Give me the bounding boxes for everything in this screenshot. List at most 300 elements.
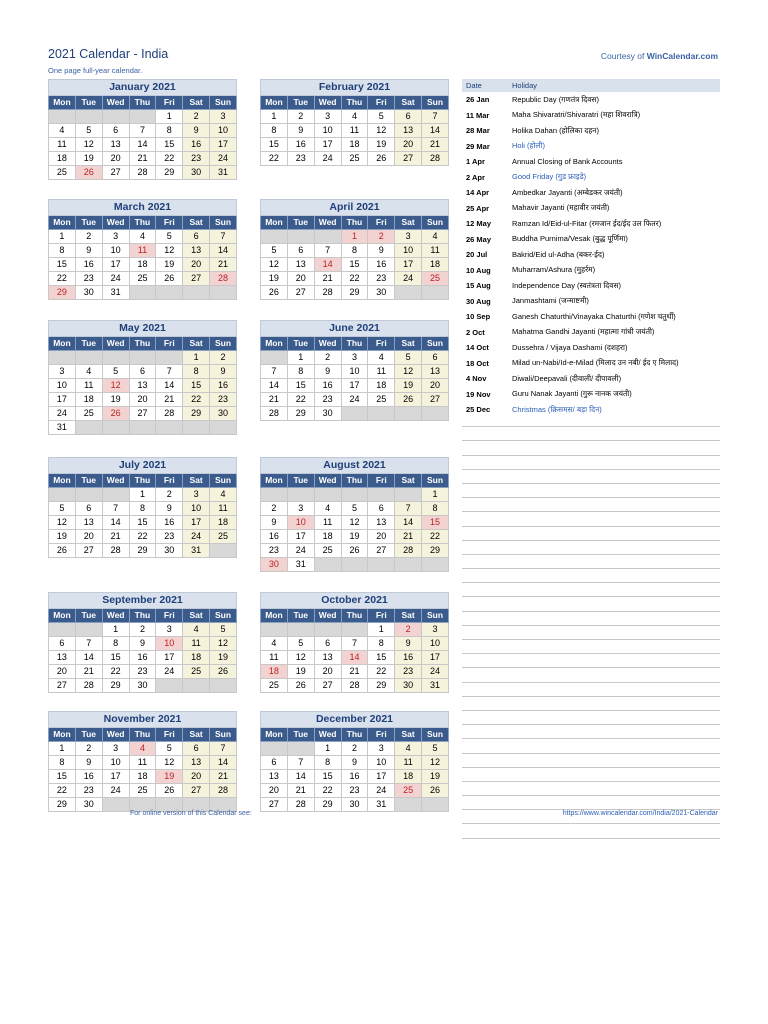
day-cell[interactable]: 26 [422, 784, 449, 798]
day-cell[interactable]: 29 [49, 798, 76, 812]
day-cell[interactable]: 26 [156, 784, 183, 798]
day-cell[interactable]: 4 [341, 110, 368, 124]
day-cell[interactable]: 24 [368, 784, 395, 798]
day-cell[interactable]: 27 [102, 166, 129, 180]
day-cell[interactable]: 13 [261, 770, 288, 784]
day-cell[interactable]: 8 [368, 637, 395, 651]
day-cell[interactable]: 27 [287, 286, 314, 300]
day-cell[interactable]: 27 [314, 679, 341, 693]
day-cell[interactable]: 1 [314, 742, 341, 756]
day-cell[interactable]: 22 [183, 393, 210, 407]
day-cell[interactable]: 18 [314, 530, 341, 544]
day-cell[interactable]: 21 [422, 138, 449, 152]
day-cell[interactable]: 31 [183, 544, 210, 558]
day-cell[interactable]: 24 [102, 784, 129, 798]
day-cell[interactable]: 16 [75, 258, 102, 272]
day-cell[interactable]: 5 [368, 110, 395, 124]
day-cell[interactable]: 16 [287, 138, 314, 152]
day-cell[interactable]: 14 [129, 138, 156, 152]
day-cell[interactable]: 12 [368, 124, 395, 138]
day-cell[interactable]: 15 [368, 651, 395, 665]
day-cell[interactable]: 5 [156, 230, 183, 244]
day-cell[interactable]: 17 [156, 651, 183, 665]
day-cell[interactable]: 1 [49, 742, 76, 756]
day-cell[interactable]: 17 [102, 258, 129, 272]
day-cell[interactable]: 10 [395, 244, 422, 258]
day-cell[interactable]: 24 [314, 152, 341, 166]
day-cell[interactable]: 6 [261, 756, 288, 770]
day-cell[interactable]: 11 [395, 756, 422, 770]
day-cell[interactable]: 29 [314, 798, 341, 812]
day-cell[interactable]: 11 [183, 637, 210, 651]
day-cell[interactable]: 21 [102, 530, 129, 544]
day-cell[interactable]: 7 [210, 742, 237, 756]
day-cell[interactable]: 30 [156, 544, 183, 558]
day-cell[interactable]: 4 [422, 230, 449, 244]
day-cell[interactable]: 10 [422, 637, 449, 651]
day-cell[interactable]: 26 [49, 544, 76, 558]
day-cell[interactable]: 1 [261, 110, 288, 124]
day-cell[interactable]: 26 [368, 152, 395, 166]
day-cell[interactable]: 29 [287, 407, 314, 421]
day-cell[interactable]: 30 [183, 166, 210, 180]
day-cell[interactable]: 18 [75, 393, 102, 407]
day-cell[interactable]: 21 [395, 530, 422, 544]
day-cell[interactable]: 27 [183, 272, 210, 286]
day-cell[interactable]: 2 [287, 110, 314, 124]
day-cell[interactable]: 23 [129, 665, 156, 679]
day-cell[interactable]: 8 [49, 756, 76, 770]
day-cell[interactable]: 7 [102, 502, 129, 516]
day-cell[interactable]: 6 [183, 230, 210, 244]
holiday-day-cell[interactable]: 25 [422, 272, 449, 286]
day-cell[interactable]: 3 [49, 365, 76, 379]
day-cell[interactable]: 30 [75, 286, 102, 300]
day-cell[interactable]: 21 [75, 665, 102, 679]
day-cell[interactable]: 15 [314, 770, 341, 784]
holiday-day-cell[interactable]: 15 [422, 516, 449, 530]
day-cell[interactable]: 20 [49, 665, 76, 679]
day-cell[interactable]: 30 [341, 798, 368, 812]
day-cell[interactable]: 29 [183, 407, 210, 421]
day-cell[interactable]: 29 [129, 544, 156, 558]
day-cell[interactable]: 5 [102, 365, 129, 379]
day-cell[interactable]: 1 [287, 351, 314, 365]
day-cell[interactable]: 24 [341, 393, 368, 407]
day-cell[interactable]: 14 [210, 244, 237, 258]
holiday-day-cell[interactable]: 10 [156, 637, 183, 651]
day-cell[interactable]: 28 [261, 407, 288, 421]
day-cell[interactable]: 13 [49, 651, 76, 665]
day-cell[interactable]: 30 [210, 407, 237, 421]
day-cell[interactable]: 30 [395, 679, 422, 693]
day-cell[interactable]: 25 [368, 393, 395, 407]
day-cell[interactable]: 14 [102, 516, 129, 530]
day-cell[interactable]: 14 [210, 756, 237, 770]
day-cell[interactable]: 3 [183, 488, 210, 502]
day-cell[interactable]: 31 [368, 798, 395, 812]
day-cell[interactable]: 19 [156, 258, 183, 272]
day-cell[interactable]: 19 [341, 530, 368, 544]
day-cell[interactable]: 8 [314, 756, 341, 770]
day-cell[interactable]: 26 [395, 393, 422, 407]
day-cell[interactable]: 13 [422, 365, 449, 379]
day-cell[interactable]: 19 [287, 665, 314, 679]
day-cell[interactable]: 25 [129, 784, 156, 798]
day-cell[interactable]: 27 [422, 393, 449, 407]
day-cell[interactable]: 16 [156, 516, 183, 530]
holiday-day-cell[interactable]: 10 [287, 516, 314, 530]
day-cell[interactable]: 27 [129, 407, 156, 421]
holiday-day-cell[interactable]: 29 [49, 286, 76, 300]
day-cell[interactable]: 8 [129, 502, 156, 516]
day-cell[interactable]: 22 [422, 530, 449, 544]
day-cell[interactable]: 8 [49, 244, 76, 258]
day-cell[interactable]: 5 [210, 623, 237, 637]
day-cell[interactable]: 23 [156, 530, 183, 544]
day-cell[interactable]: 18 [49, 152, 76, 166]
day-cell[interactable]: 9 [314, 365, 341, 379]
day-cell[interactable]: 19 [368, 138, 395, 152]
day-cell[interactable]: 28 [102, 544, 129, 558]
day-cell[interactable]: 31 [287, 558, 314, 572]
day-cell[interactable]: 8 [341, 244, 368, 258]
day-cell[interactable]: 8 [422, 502, 449, 516]
day-cell[interactable]: 5 [395, 351, 422, 365]
day-cell[interactable]: 12 [341, 516, 368, 530]
day-cell[interactable]: 2 [261, 502, 288, 516]
day-cell[interactable]: 7 [314, 244, 341, 258]
day-cell[interactable]: 5 [287, 637, 314, 651]
day-cell[interactable]: 11 [261, 651, 288, 665]
holiday-day-cell[interactable]: 11 [129, 244, 156, 258]
day-cell[interactable]: 22 [156, 152, 183, 166]
day-cell[interactable]: 12 [156, 756, 183, 770]
day-cell[interactable]: 14 [287, 770, 314, 784]
day-cell[interactable]: 9 [395, 637, 422, 651]
day-cell[interactable]: 13 [287, 258, 314, 272]
day-cell[interactable]: 20 [314, 665, 341, 679]
day-cell[interactable]: 2 [210, 351, 237, 365]
day-cell[interactable]: 13 [129, 379, 156, 393]
day-cell[interactable]: 29 [422, 544, 449, 558]
day-cell[interactable]: 17 [395, 258, 422, 272]
day-cell[interactable]: 23 [183, 152, 210, 166]
day-cell[interactable]: 6 [368, 502, 395, 516]
day-cell[interactable]: 2 [156, 488, 183, 502]
day-cell[interactable]: 23 [341, 784, 368, 798]
day-cell[interactable]: 6 [287, 244, 314, 258]
day-cell[interactable]: 11 [341, 124, 368, 138]
day-cell[interactable]: 7 [156, 365, 183, 379]
day-cell[interactable]: 25 [210, 530, 237, 544]
day-cell[interactable]: 31 [210, 166, 237, 180]
holiday-day-cell[interactable]: 26 [102, 407, 129, 421]
day-cell[interactable]: 9 [210, 365, 237, 379]
day-cell[interactable]: 13 [183, 756, 210, 770]
day-cell[interactable]: 17 [314, 138, 341, 152]
day-cell[interactable]: 17 [422, 651, 449, 665]
day-cell[interactable]: 8 [183, 365, 210, 379]
day-cell[interactable]: 25 [129, 272, 156, 286]
day-cell[interactable]: 5 [422, 742, 449, 756]
day-cell[interactable]: 25 [341, 152, 368, 166]
day-cell[interactable]: 22 [368, 665, 395, 679]
day-cell[interactable]: 5 [75, 124, 102, 138]
day-cell[interactable]: 1 [183, 351, 210, 365]
day-cell[interactable]: 22 [314, 784, 341, 798]
day-cell[interactable]: 3 [156, 623, 183, 637]
courtesy-link[interactable]: WinCalendar.com [646, 51, 718, 61]
day-cell[interactable]: 22 [261, 152, 288, 166]
day-cell[interactable]: 26 [287, 679, 314, 693]
day-cell[interactable]: 27 [75, 544, 102, 558]
day-cell[interactable]: 13 [314, 651, 341, 665]
day-cell[interactable]: 6 [422, 351, 449, 365]
day-cell[interactable]: 1 [102, 623, 129, 637]
day-cell[interactable]: 25 [261, 679, 288, 693]
day-cell[interactable]: 21 [210, 770, 237, 784]
day-cell[interactable]: 15 [129, 516, 156, 530]
day-cell[interactable]: 22 [49, 784, 76, 798]
day-cell[interactable]: 28 [156, 407, 183, 421]
day-cell[interactable]: 10 [102, 244, 129, 258]
day-cell[interactable]: 29 [156, 166, 183, 180]
day-cell[interactable]: 18 [210, 516, 237, 530]
day-cell[interactable]: 11 [210, 502, 237, 516]
holiday-day-cell[interactable]: 28 [210, 272, 237, 286]
day-cell[interactable]: 10 [210, 124, 237, 138]
day-cell[interactable]: 21 [287, 784, 314, 798]
day-cell[interactable]: 13 [395, 124, 422, 138]
day-cell[interactable]: 3 [287, 502, 314, 516]
day-cell[interactable]: 31 [422, 679, 449, 693]
day-cell[interactable]: 23 [210, 393, 237, 407]
day-cell[interactable]: 6 [49, 637, 76, 651]
day-cell[interactable]: 30 [75, 798, 102, 812]
day-cell[interactable]: 19 [75, 152, 102, 166]
day-cell[interactable]: 17 [368, 770, 395, 784]
day-cell[interactable]: 22 [129, 530, 156, 544]
day-cell[interactable]: 9 [75, 244, 102, 258]
day-cell[interactable]: 29 [102, 679, 129, 693]
day-cell[interactable]: 27 [49, 679, 76, 693]
day-cell[interactable]: 23 [314, 393, 341, 407]
day-cell[interactable]: 31 [102, 286, 129, 300]
day-cell[interactable]: 2 [75, 230, 102, 244]
holiday-name[interactable]: Good Friday (गुड फ्राइडे) [512, 172, 587, 182]
day-cell[interactable]: 11 [368, 365, 395, 379]
day-cell[interactable]: 27 [368, 544, 395, 558]
day-cell[interactable]: 20 [129, 393, 156, 407]
day-cell[interactable]: 23 [395, 665, 422, 679]
holiday-name[interactable]: Christmas (क्रिसमस/ बड़ा दिन) [512, 404, 602, 414]
day-cell[interactable]: 24 [210, 152, 237, 166]
day-cell[interactable]: 16 [210, 379, 237, 393]
day-cell[interactable]: 9 [341, 756, 368, 770]
day-cell[interactable]: 4 [314, 502, 341, 516]
day-cell[interactable]: 15 [341, 258, 368, 272]
holiday-day-cell[interactable]: 18 [261, 665, 288, 679]
day-cell[interactable]: 30 [368, 286, 395, 300]
holiday-name[interactable]: Holi (होली) [512, 141, 545, 151]
day-cell[interactable]: 15 [287, 379, 314, 393]
day-cell[interactable]: 11 [422, 244, 449, 258]
day-cell[interactable]: 29 [341, 286, 368, 300]
day-cell[interactable]: 20 [395, 138, 422, 152]
day-cell[interactable]: 31 [49, 421, 76, 435]
day-cell[interactable]: 9 [183, 124, 210, 138]
day-cell[interactable]: 19 [49, 530, 76, 544]
day-cell[interactable]: 10 [341, 365, 368, 379]
day-cell[interactable]: 7 [210, 230, 237, 244]
day-cell[interactable]: 1 [422, 488, 449, 502]
day-cell[interactable]: 10 [368, 756, 395, 770]
day-cell[interactable]: 16 [341, 770, 368, 784]
day-cell[interactable]: 20 [261, 784, 288, 798]
day-cell[interactable]: 28 [422, 152, 449, 166]
day-cell[interactable]: 20 [368, 530, 395, 544]
holiday-day-cell[interactable]: 14 [341, 651, 368, 665]
day-cell[interactable]: 15 [49, 770, 76, 784]
day-cell[interactable]: 12 [49, 516, 76, 530]
day-cell[interactable]: 4 [210, 488, 237, 502]
day-cell[interactable]: 17 [49, 393, 76, 407]
day-cell[interactable]: 5 [156, 742, 183, 756]
day-cell[interactable]: 11 [49, 138, 76, 152]
day-cell[interactable]: 28 [314, 286, 341, 300]
day-cell[interactable]: 13 [183, 244, 210, 258]
day-cell[interactable]: 10 [102, 756, 129, 770]
holiday-day-cell[interactable]: 1 [341, 230, 368, 244]
day-cell[interactable]: 17 [183, 516, 210, 530]
day-cell[interactable]: 12 [210, 637, 237, 651]
day-cell[interactable]: 14 [261, 379, 288, 393]
day-cell[interactable]: 1 [49, 230, 76, 244]
day-cell[interactable]: 27 [183, 784, 210, 798]
day-cell[interactable]: 21 [129, 152, 156, 166]
day-cell[interactable]: 18 [183, 651, 210, 665]
day-cell[interactable]: 6 [314, 637, 341, 651]
day-cell[interactable]: 18 [422, 258, 449, 272]
day-cell[interactable]: 5 [49, 502, 76, 516]
day-cell[interactable]: 20 [75, 530, 102, 544]
day-cell[interactable]: 5 [341, 502, 368, 516]
day-cell[interactable]: 28 [129, 166, 156, 180]
day-cell[interactable]: 14 [422, 124, 449, 138]
footer-link[interactable]: https://www.wincalendar.com/India/2021-Calendar [562, 810, 718, 817]
day-cell[interactable]: 14 [395, 516, 422, 530]
day-cell[interactable]: 4 [129, 230, 156, 244]
day-cell[interactable]: 10 [183, 502, 210, 516]
day-cell[interactable]: 17 [287, 530, 314, 544]
day-cell[interactable]: 16 [314, 379, 341, 393]
day-cell[interactable]: 23 [261, 544, 288, 558]
day-cell[interactable]: 3 [210, 110, 237, 124]
day-cell[interactable]: 4 [368, 351, 395, 365]
day-cell[interactable]: 6 [183, 742, 210, 756]
day-cell[interactable]: 16 [395, 651, 422, 665]
day-cell[interactable]: 7 [75, 637, 102, 651]
day-cell[interactable]: 15 [156, 138, 183, 152]
day-cell[interactable]: 29 [368, 679, 395, 693]
day-cell[interactable]: 10 [49, 379, 76, 393]
day-cell[interactable]: 16 [75, 770, 102, 784]
day-cell[interactable]: 7 [341, 637, 368, 651]
day-cell[interactable]: 7 [395, 502, 422, 516]
day-cell[interactable]: 18 [341, 138, 368, 152]
day-cell[interactable]: 13 [75, 516, 102, 530]
day-cell[interactable]: 3 [102, 230, 129, 244]
day-cell[interactable]: 15 [49, 258, 76, 272]
day-cell[interactable]: 7 [287, 756, 314, 770]
day-cell[interactable]: 20 [183, 258, 210, 272]
day-cell[interactable]: 9 [287, 124, 314, 138]
day-cell[interactable]: 6 [75, 502, 102, 516]
day-cell[interactable]: 14 [156, 379, 183, 393]
day-cell[interactable]: 3 [422, 623, 449, 637]
day-cell[interactable]: 12 [287, 651, 314, 665]
day-cell[interactable]: 19 [395, 379, 422, 393]
day-cell[interactable]: 2 [314, 351, 341, 365]
day-cell[interactable]: 27 [395, 152, 422, 166]
day-cell[interactable]: 28 [287, 798, 314, 812]
day-cell[interactable]: 1 [156, 110, 183, 124]
day-cell[interactable]: 12 [261, 258, 288, 272]
holiday-day-cell[interactable]: 14 [314, 258, 341, 272]
holiday-day-cell[interactable]: 12 [102, 379, 129, 393]
holiday-day-cell[interactable]: 30 [261, 558, 288, 572]
holiday-day-cell[interactable]: 2 [368, 230, 395, 244]
day-cell[interactable]: 2 [183, 110, 210, 124]
day-cell[interactable]: 28 [75, 679, 102, 693]
day-cell[interactable]: 7 [422, 110, 449, 124]
day-cell[interactable]: 24 [49, 407, 76, 421]
day-cell[interactable]: 26 [261, 286, 288, 300]
day-cell[interactable]: 19 [261, 272, 288, 286]
day-cell[interactable]: 3 [368, 742, 395, 756]
day-cell[interactable]: 21 [314, 272, 341, 286]
day-cell[interactable]: 14 [75, 651, 102, 665]
holiday-day-cell[interactable]: 2 [395, 623, 422, 637]
day-cell[interactable]: 3 [314, 110, 341, 124]
day-cell[interactable]: 8 [156, 124, 183, 138]
day-cell[interactable]: 3 [341, 351, 368, 365]
day-cell[interactable]: 23 [75, 272, 102, 286]
day-cell[interactable]: 19 [210, 651, 237, 665]
day-cell[interactable]: 24 [395, 272, 422, 286]
day-cell[interactable]: 17 [102, 770, 129, 784]
day-cell[interactable]: 21 [156, 393, 183, 407]
day-cell[interactable]: 9 [368, 244, 395, 258]
day-cell[interactable]: 27 [261, 798, 288, 812]
day-cell[interactable]: 22 [102, 665, 129, 679]
day-cell[interactable]: 2 [341, 742, 368, 756]
day-cell[interactable]: 28 [395, 544, 422, 558]
day-cell[interactable]: 15 [183, 379, 210, 393]
day-cell[interactable]: 9 [75, 756, 102, 770]
day-cell[interactable]: 1 [129, 488, 156, 502]
day-cell[interactable]: 24 [422, 665, 449, 679]
day-cell[interactable]: 12 [395, 365, 422, 379]
day-cell[interactable]: 30 [129, 679, 156, 693]
day-cell[interactable]: 16 [368, 258, 395, 272]
holiday-day-cell[interactable]: 19 [156, 770, 183, 784]
day-cell[interactable]: 5 [261, 244, 288, 258]
day-cell[interactable]: 9 [261, 516, 288, 530]
day-cell[interactable]: 24 [156, 665, 183, 679]
holiday-day-cell[interactable]: 4 [129, 742, 156, 756]
